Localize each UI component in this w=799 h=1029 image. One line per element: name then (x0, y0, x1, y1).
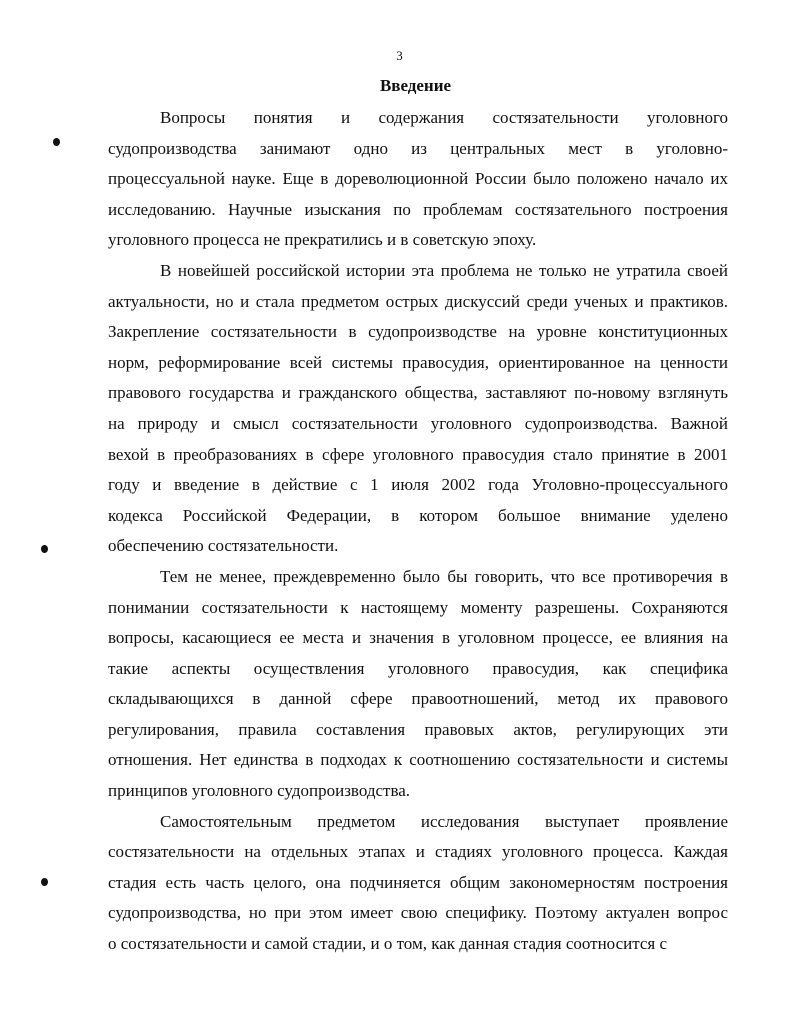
text-line: обеспечению состязательности. (108, 536, 339, 556)
text-line: вопросы, касающиеся ее места и значения в уголовном процессе, ее влияния на (108, 628, 728, 648)
text-line: складывающихся в данной сфере правоотношений, метод их правового (108, 689, 728, 709)
text-line: уголовного процесса не прекратились и в советскую эпоху. (108, 230, 537, 250)
text-line: понимании состязательности к настоящему моменту разрешены. Сохраняются (108, 597, 728, 617)
text-line: такие аспекты осуществления уголовного правосудия, как специфика (108, 658, 728, 678)
text-line: Закрепление состязательности в судопроизводстве на уровне конституционных (108, 322, 728, 342)
margin-dot-icon (41, 545, 48, 553)
page-number: 3 (396, 48, 403, 63)
paragraph (108, 807, 728, 960)
paragraph (108, 256, 728, 562)
text-line: стадия есть часть целого, она подчиняется общим закономерностям построения (108, 872, 728, 892)
margin-dot-icon (53, 138, 60, 146)
text-line: актуальности, но и стала предметом острых дискуссий среди ученых и практиков. (108, 291, 728, 311)
text-line: на природу и смысл состязательности уголовного судопроизводства. Важной (108, 413, 728, 433)
text-line: процессуальной науке. Еще в дореволюционной России было положено начало их (108, 169, 728, 189)
text-line: принципов уголовного судопроизводства. (108, 781, 411, 801)
text-line: Вопросы понятия и содержания состязательности уголовного (160, 108, 728, 127)
text-line: судопроизводства занимают одно из центральных мест в уголовно- (108, 138, 728, 158)
paragraph (108, 562, 728, 807)
text-line: исследованию. Научные изыскания по проблемам состязательного построения (108, 199, 728, 219)
text-line: вехой в преобразованиях в сфере уголовного правосудия стало принятие в 2001 (108, 444, 728, 464)
text-line: правового государства и гражданского общества, заставляют по-новому взглянуть (108, 383, 728, 403)
text-line: В новейшей российской истории эта проблема не только не утратила своей (160, 260, 728, 280)
text-line: Самостоятельным предметом исследования выступает проявление (160, 811, 728, 831)
text-line: о состязательности и самой стадии, и о том, как данная стадия соотносится с (108, 934, 668, 954)
text-line: кодекса Российской Федерации, в котором большое внимание уделено (108, 505, 728, 525)
text-line: состязательности на отдельных этапах и стадиях уголовного процесса. Каждая (108, 842, 728, 862)
text-line: Тем не менее, преждевременно было бы говорить, что все противоречия в (160, 566, 728, 586)
text-line: судопроизводства, но при этом имеет свою специфику. Поэтому актуален вопрос (108, 903, 728, 923)
margin-dot-icon (41, 878, 48, 886)
text-line: норм, реформирование всей системы правосудия, ориентированное на ценности (108, 352, 728, 372)
text-line: регулирования, правила составления правовых актов, регулирующих эти (108, 719, 728, 739)
body-text (108, 103, 728, 960)
page-title: Введение (379, 76, 452, 95)
paragraph (108, 103, 728, 256)
text-line: отношения. Нет единства в подходах к соотношению состязательности и системы (108, 750, 728, 770)
text-line: году и введение в действие с 1 июля 2002 года Уголовно-процессуального (108, 475, 728, 495)
